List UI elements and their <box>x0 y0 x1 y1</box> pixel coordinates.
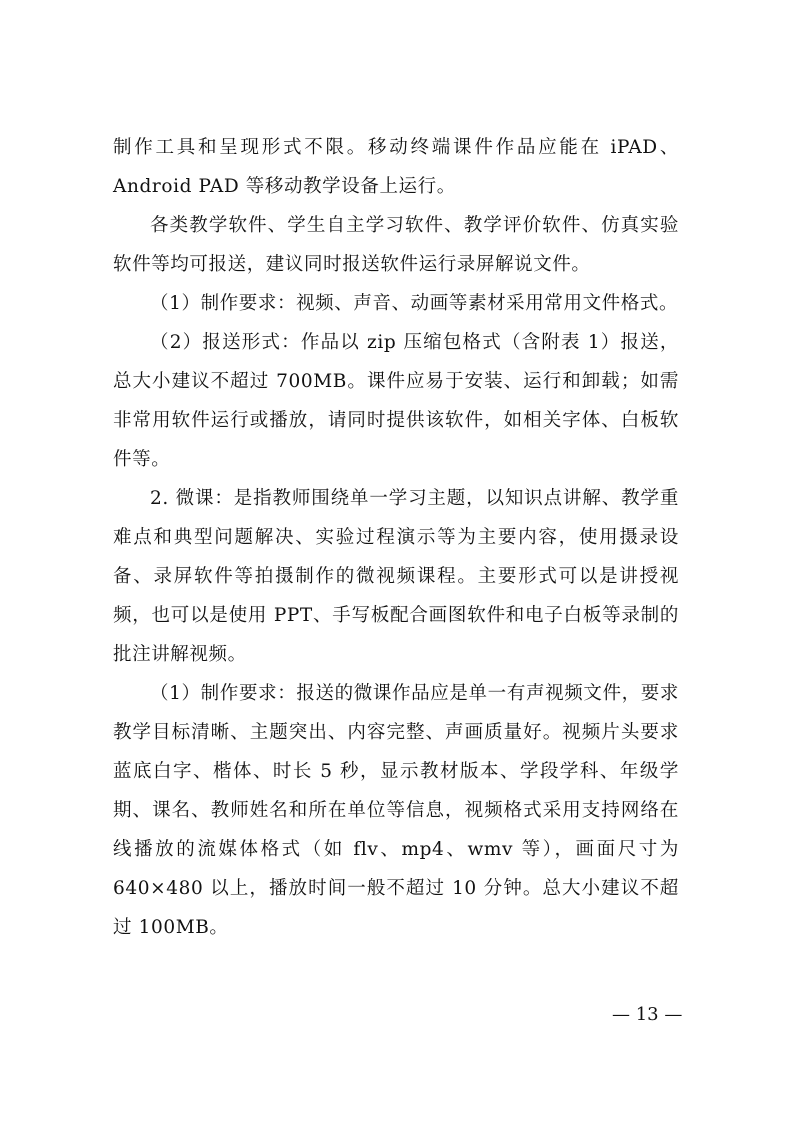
paragraph-submission-format: （2）报送形式：作品以 zip 压缩包格式（含附表 1）报送，总大小建议不超过 700MB。课件应易于安装、运行和卸载；如需非常用软件运行或播放，请同时提供该软件，如相关字体、白板软件等。 <box>113 332 679 470</box>
paragraph-micro-course-definition: 2. 微课：是指教师围绕单一学习主题，以知识点讲解、教学重难点和典型问题解决、实验过程演示等为主要内容，使用摄录设备、录屏软件等拍摄制作的微视频课程。主要形式可以是讲授视频，也可以是使用 PPT、手写板配合画图软件和电子白板等录制的批注讲解视频。 <box>113 488 679 665</box>
paragraph-continuation: 制作工具和呈现形式不限。移动终端课件作品应能在 iPAD、Android PAD 等移动教学设备上运行。 <box>113 137 679 197</box>
body-text <box>113 128 679 947</box>
paragraph-micro-course-requirements: （1）制作要求：报送的微课作品应是单一有声视频文件，要求教学目标清晰、主题突出、内容完整、声画质量好。视频片头要求蓝底白字、楷体、时长 5 秒，显示教材版本、学段学科、年级学期、课名、教师姓名和所在单位等信息，视频格式采用支持网络在线播放的流媒体格式（如 flv、mp4、wmv 等），画面尺寸为 640×480 以上，播放时间一般不超过 10 分钟。总大小建议不超过 100MB。 <box>113 683 679 938</box>
paragraph-software-types: 各类教学软件、学生自主学习软件、教学评价软件、仿真实验软件等均可报送，建议同时报送软件运行录屏解说文件。 <box>113 215 679 275</box>
paragraph-production-requirements: （1）制作要求：视频、声音、动画等素材采用常用文件格式。 <box>150 293 679 314</box>
page-number: — 13 — <box>612 1004 683 1025</box>
